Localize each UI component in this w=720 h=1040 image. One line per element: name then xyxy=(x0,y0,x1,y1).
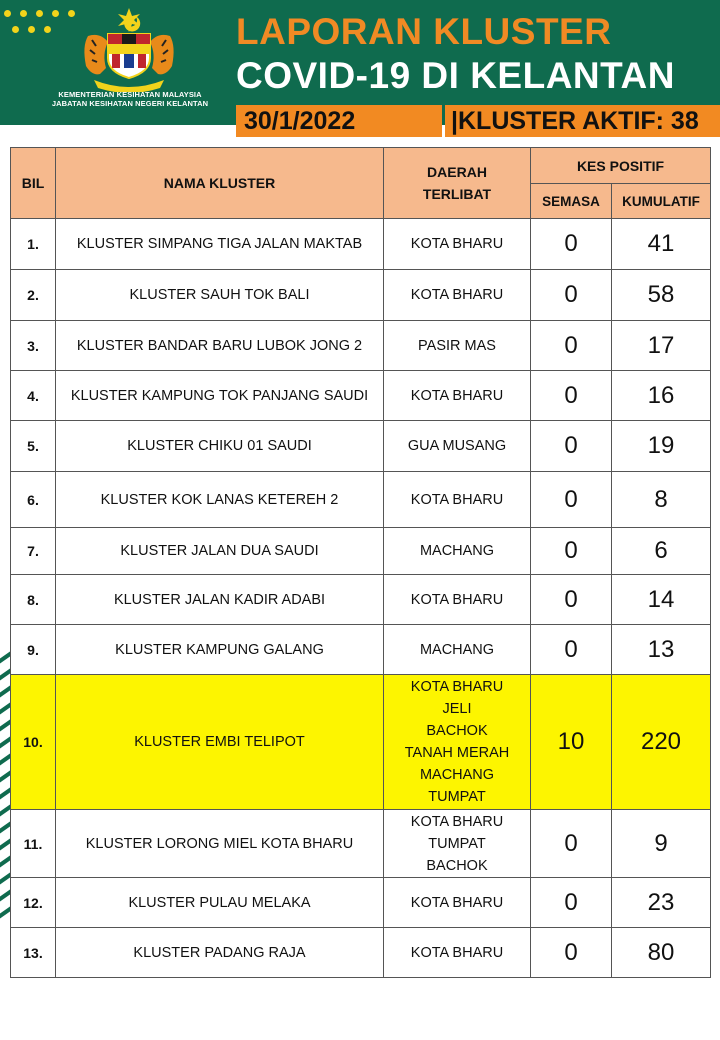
table-row xyxy=(11,675,711,810)
cumulative-cases: 13 xyxy=(612,625,711,675)
cluster-table xyxy=(10,147,711,978)
cumulative-cases: 80 xyxy=(612,928,711,978)
district-list xyxy=(384,219,531,270)
district-list xyxy=(384,810,531,878)
district-list xyxy=(384,575,531,625)
header-bil: BIL xyxy=(11,148,56,219)
district-name: GUA MUSANG xyxy=(407,438,507,454)
row-number: 5. xyxy=(11,421,56,472)
table-row xyxy=(11,528,711,575)
district-name: BACHOK xyxy=(426,723,488,739)
decorative-stripe xyxy=(0,889,10,901)
district-name: PASIR MAS xyxy=(418,337,496,354)
row-number: 7. xyxy=(11,528,56,575)
decorative-stripe xyxy=(0,906,10,918)
cluster-name: KLUSTER KAMPUNG TOK PANJANG SAUDI xyxy=(56,371,384,421)
district-list xyxy=(384,421,531,472)
header-kes-positif: KES POSITIF xyxy=(531,148,711,184)
ministry-line-1: KEMENTERIAN KESIHATAN MALAYSIA xyxy=(58,90,202,99)
cluster-name: KLUSTER BANDAR BARU LUBOK JONG 2 xyxy=(56,321,384,371)
current-cases: 0 xyxy=(531,810,612,878)
table-row xyxy=(11,219,711,270)
decorative-dot xyxy=(44,26,51,33)
ministry-line-2: JABATAN KESIHATAN NEGERI KELANTAN xyxy=(51,99,209,108)
cumulative-cases: 23 xyxy=(612,878,711,928)
cumulative-cases: 19 xyxy=(612,421,711,472)
decorative-dot xyxy=(28,26,35,33)
cluster-name: KLUSTER LORONG MIEL KOTA BHARU xyxy=(56,810,384,878)
current-cases: 0 xyxy=(531,321,612,371)
current-cases: 0 xyxy=(531,270,612,321)
table-row xyxy=(11,810,711,878)
district-name: JELI xyxy=(442,701,472,717)
decorative-stripe xyxy=(0,838,10,850)
decorative-stripe xyxy=(0,872,10,884)
decorative-dot xyxy=(52,10,59,17)
ministry-name xyxy=(35,90,225,108)
row-number: 2. xyxy=(11,270,56,321)
decorative-stripe xyxy=(0,719,10,731)
decorative-stripe xyxy=(0,702,10,714)
decorative-stripe xyxy=(0,770,10,782)
district-name: TUMPAT xyxy=(428,789,486,805)
cluster-name: KLUSTER CHIKU 01 SAUDI xyxy=(56,421,384,472)
cluster-name: KLUSTER SAUH TOK BALI xyxy=(56,270,384,321)
district-name: MACHANG xyxy=(419,767,495,783)
report-title-line-1: LAPORAN KLUSTER xyxy=(236,11,612,52)
current-cases: 0 xyxy=(531,878,612,928)
header-nama-kluster: NAMA KLUSTER xyxy=(56,148,384,219)
district-name: TUMPAT xyxy=(428,835,486,852)
district-list xyxy=(384,472,531,528)
cumulative-cases: 14 xyxy=(612,575,711,625)
cumulative-cases: 41 xyxy=(612,219,711,270)
cluster-name: KLUSTER PADANG RAJA xyxy=(56,928,384,978)
district-list xyxy=(384,878,531,928)
row-number: 8. xyxy=(11,575,56,625)
cluster-name: KLUSTER KAMPUNG GALANG xyxy=(56,625,384,675)
table-row xyxy=(11,575,711,625)
table-row xyxy=(11,878,711,928)
cumulative-cases: 58 xyxy=(612,270,711,321)
cumulative-cases: 9 xyxy=(612,810,711,878)
header-kumulatif: KUMULATIF xyxy=(612,184,711,219)
district-name: KOTA BHARU xyxy=(410,944,504,961)
cluster-name: KLUSTER EMBI TELIPOT xyxy=(56,675,384,810)
district-name: KOTA BHARU xyxy=(410,894,504,911)
cluster-name: KLUSTER KOK LANAS KETEREH 2 xyxy=(56,472,384,528)
row-number: 9. xyxy=(11,625,56,675)
decorative-dot xyxy=(12,26,19,33)
decorative-stripe xyxy=(0,651,10,663)
table-row xyxy=(11,371,711,421)
decorative-stripe xyxy=(0,668,10,680)
table-row xyxy=(11,472,711,528)
current-cases: 0 xyxy=(531,371,612,421)
cumulative-cases: 8 xyxy=(612,472,711,528)
current-cases: 0 xyxy=(531,625,612,675)
district-name: KOTA BHARU xyxy=(410,679,504,695)
decorative-stripe xyxy=(0,804,10,816)
row-number: 6. xyxy=(11,472,56,528)
district-name: KOTA BHARU xyxy=(410,287,504,303)
district-name: KOTA BHARU xyxy=(410,491,504,508)
decorative-stripe xyxy=(0,753,10,765)
current-cases: 0 xyxy=(531,472,612,528)
district-name: TANAH MERAH xyxy=(404,745,510,761)
active-cluster-count: |KLUSTER AKTIF: 38 xyxy=(445,105,720,137)
cumulative-cases: 220 xyxy=(612,675,711,810)
decorative-dot xyxy=(4,10,11,17)
malaysia-coat-of-arms-icon xyxy=(74,6,184,92)
current-cases: 0 xyxy=(531,528,612,575)
cluster-table-body xyxy=(11,219,711,978)
current-cases: 0 xyxy=(531,219,612,270)
row-number: 12. xyxy=(11,878,56,928)
cumulative-cases: 17 xyxy=(612,321,711,371)
cluster-name: KLUSTER JALAN KADIR ADABI xyxy=(56,575,384,625)
district-list xyxy=(384,528,531,575)
district-list xyxy=(384,928,531,978)
table-row xyxy=(11,421,711,472)
district-name: MACHANG xyxy=(419,543,495,559)
district-name: KOTA BHARU xyxy=(410,591,504,608)
table-row xyxy=(11,270,711,321)
cluster-name: KLUSTER JALAN DUA SAUDI xyxy=(56,528,384,575)
current-cases: 10 xyxy=(531,675,612,810)
district-name: MACHANG xyxy=(419,641,495,658)
district-name: KOTA BHARU xyxy=(410,236,504,252)
district-list xyxy=(384,625,531,675)
table-row xyxy=(11,625,711,675)
decorative-stripe xyxy=(0,855,10,867)
current-cases: 0 xyxy=(531,575,612,625)
row-number: 3. xyxy=(11,321,56,371)
decorative-stripe xyxy=(0,736,10,748)
report-date: 30/1/2022 xyxy=(236,105,442,137)
cumulative-cases: 16 xyxy=(612,371,711,421)
header-semasa: SEMASA xyxy=(531,184,612,219)
cumulative-cases: 6 xyxy=(612,528,711,575)
district-name: KOTA BHARU xyxy=(410,387,504,404)
header-daerah-terlibat: DAERAH TERLIBAT xyxy=(384,148,531,219)
cluster-name: KLUSTER SIMPANG TIGA JALAN MAKTAB xyxy=(56,219,384,270)
district-list xyxy=(384,270,531,321)
row-number: 1. xyxy=(11,219,56,270)
decorative-dot xyxy=(36,10,43,17)
decorative-stripe xyxy=(0,685,10,697)
decorative-stripe xyxy=(0,821,10,833)
row-number: 4. xyxy=(11,371,56,421)
current-cases: 0 xyxy=(531,421,612,472)
row-number: 10. xyxy=(11,675,56,810)
row-number: 13. xyxy=(11,928,56,978)
report-title-line-2: COVID-19 DI KELANTAN xyxy=(236,55,675,96)
decorative-stripe xyxy=(0,787,10,799)
district-name: KOTA BHARU xyxy=(410,813,504,830)
decorative-dots xyxy=(4,6,76,46)
table-row xyxy=(11,928,711,978)
table-row xyxy=(11,321,711,371)
district-list xyxy=(384,371,531,421)
current-cases: 0 xyxy=(531,928,612,978)
row-number: 11. xyxy=(11,810,56,878)
cluster-name: KLUSTER PULAU MELAKA xyxy=(56,878,384,928)
district-list xyxy=(384,675,531,810)
district-name: BACHOK xyxy=(426,857,488,874)
decorative-dot xyxy=(20,10,27,17)
district-list xyxy=(384,321,531,371)
